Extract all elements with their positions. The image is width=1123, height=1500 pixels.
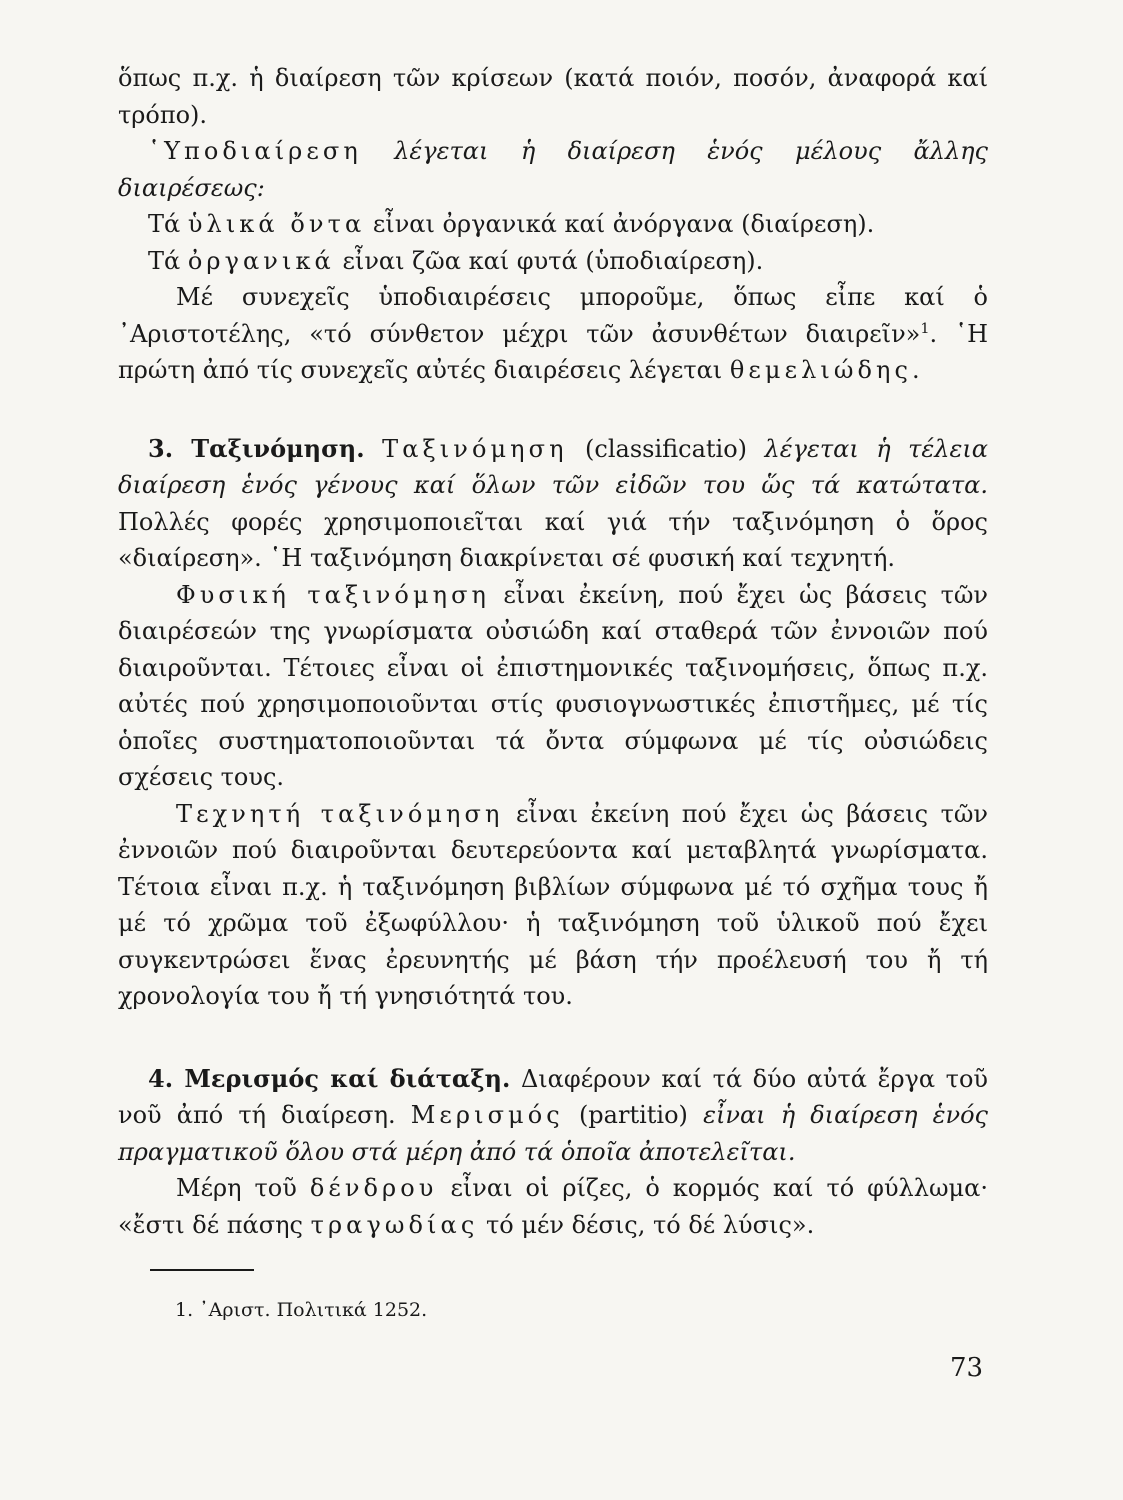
text-run: Τά [148,210,181,238]
section-4-partition [118,1061,988,1171]
section-heading: 3. Ταξινόμηση. [148,433,365,463]
example-organic [118,243,988,280]
text-run: Διαφέρουν καί τά δύο αὐτά ἔργα τοῦ νοῦ ἀπό τή διαίρεση. [118,1064,988,1129]
text-run: εἶναι οἱ ρίζες, ὁ κορμός καί τό φύλλωμα· «ἔστι δέ πάσης [118,1174,988,1239]
term-material-beings: ὑλικά ὄντα [187,210,366,238]
definition-classification: λέγεται ἡ τέλεια διαίρεση ἑνός γένους καί ὅλων τῶν εἰδῶν του ὥς τά κατώτατα. [118,434,988,499]
term-natural-classification: Φυσική ταξινόμηση [176,580,491,609]
term-subdivision: ῾Υποδιαίρεση [148,137,362,165]
term-organic: ὀργανικά [187,246,335,275]
section-heading: 4. Μερισμός καί διάταξη. [148,1063,511,1093]
paragraph-artificial-classification [118,796,988,1015]
text-run: Πολλές φορές χρησιμοποιεῖται καί γιά τήν ταξινόμηση ὁ ὅρος «διαίρεση». ῾Η ταξινόμηση διακρίνεται σέ φυσική καί τεχνητή. [118,507,988,572]
text-run: εἶναι ζῶα καί φυτά (ὑποδιαίρεση). [342,246,764,275]
footnote-rule [150,1269,254,1271]
body-text [118,60,988,1243]
paragraph-tree-example [118,1170,988,1243]
text-run: Τά [148,246,181,275]
text-run: εἶναι ἐκείνη πού ἔχει ὡς βάσεις τῶν ἐννοιῶν πού διαιροῦνται δευτερεύοντα καί μεταβλητά γνωρίσματα. Τέτοια εἶναι π.χ. ἡ ταξινόμηση βιβλίων σύμφωνα μέ τό σχῆμα τους ἤ μέ τό χρῶμα τοῦ ἐξωφύλλου· ἡ ταξινόμηση τοῦ ὑλικοῦ πού ἔχει συγκεντρώσει ἕνας ἐρευνητής μέ βάση τήν προέλευσή του ἤ τή χρονολογία του ἤ τή γνησιότητά του. [118,799,988,1010]
text-run: εἶναι ὀργανικά καί ἀνόργανα (διαίρεση). [372,210,875,238]
latin-term: (partitio) [578,1101,688,1129]
example-material-beings [118,206,988,243]
text-run: εἶναι ἐκείνη, πού ἔχει ὡς βάσεις τῶν διαιρέσεών της γνωρίσματα οὐσιώδη καί σταθερά τῶν ἐννοιῶν πού διαιροῦνται. Τέτοιες εἶναι οἱ ἐπιστημονικές ταξινομήσεις, ὅπως π.χ. αὐτές πού χρησιμοποιοῦνται στίς φυσιογνωστικές ἐπιστῆμες, μέ τίς ὁποῖες συστηματοποιοῦνται τά ὄντα σύμφωνα μέ τίς οὐσιώδεις σχέσεις τους. [118,580,989,791]
term-artificial-classification: Τεχνητή ταξινόμηση [176,799,504,828]
footnote-marker: 1 [920,320,930,337]
text-run: Μέ συνεχεῖς ὑποδιαιρέσεις μποροῦμε, ὅπως εἶπε καί ὁ ᾿Αριστοτέλης, «τό σύνθετον μέχρι τῶν ἀσυνθέτων διαιρεῖν» [118,283,988,348]
text-run: . [912,356,920,384]
definition-subdivision: λέγεται ἡ διαίρεση ἑνός μέλους ἄλλης διαιρέσεως: [118,137,988,202]
term-tragedy: τραγωδίας [310,1210,479,1239]
text-run: . ῾Η πρώτη ἀπό τίς συνεχεῖς αὐτές διαιρέσεις λέγεται [118,319,988,384]
footnote: 1. ᾿Αριστ. Πολιτικά 1252. [175,1299,428,1321]
text-run: Μέρη τοῦ [176,1174,297,1202]
text-run: ὅπως π.χ. ἡ διαίρεση τῶν κρίσεων (κατά ποιόν, ποσόν, ἀναφορά καί τρόπο). [118,64,988,129]
term-classification: Ταξινόμηση [382,434,568,463]
latin-term: (classificatio) [585,434,748,463]
definition-partition: εἶναι ἡ διαίρεση ἑνός πραγματικοῦ ὅλου στά μέρη ἀπό τά ὁποῖα ἀποτελεῖται. [118,1101,988,1166]
section-3-classification [118,431,988,577]
term-tree: δένδρου [309,1174,438,1202]
paragraph-subdivision [118,133,988,206]
term-fundamental: θεμελιώδης [729,356,913,384]
paragraph-1 [118,60,988,133]
term-partition: Μερισμός [410,1101,564,1129]
page-number: 73 [950,1353,984,1383]
text-run: τό μέν δέσις, τό δέ λύσις». [486,1210,815,1239]
paragraph-aristotle [118,279,988,389]
paragraph-natural-classification [118,577,988,796]
